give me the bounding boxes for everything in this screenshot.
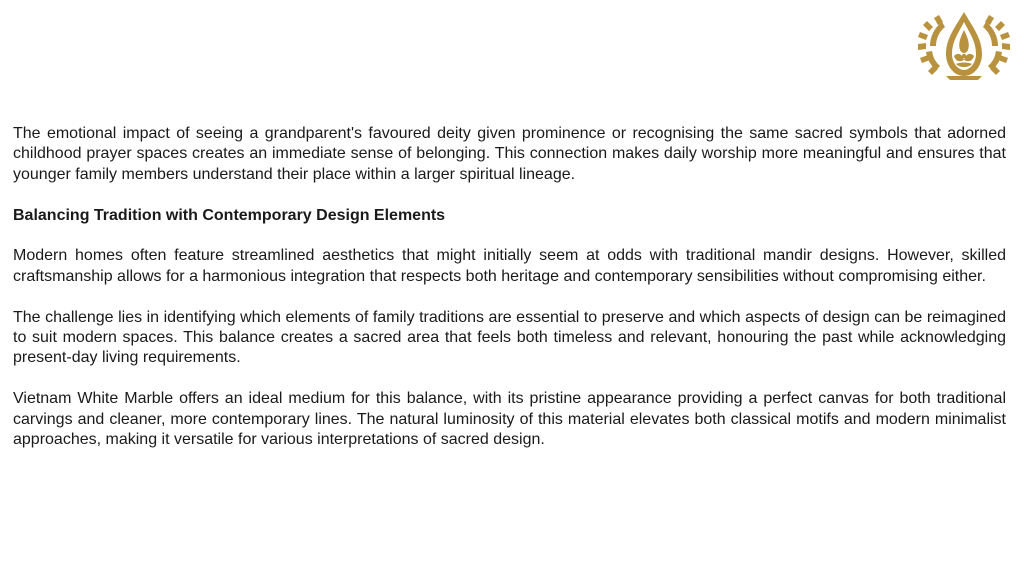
paragraph-belonging: The emotional impact of seeing a grandparent's favoured deity given prominence or recognising the same sacred symbols that adorned childhood prayer spaces creates an immediate sense of belonging. This connection makes daily worship more meaningful and ensures that younger family members understand their place within a larger spiritual lineage. (13, 125, 1006, 183)
paragraph-challenge: The challenge lies in identifying which elements of family traditions are essential to preserve and which aspects of design can be reimagined to suit modern spaces. This balance creates a sacred area that feels both timeless and relevant, honouring the past while acknowledging present-day living requirements. (13, 308, 1006, 367)
section-heading: Balancing Tradition with Contemporary Design Elements (13, 206, 446, 224)
article-body (13, 124, 1006, 471)
paragraph-modern-homes: Modern homes often feature streamlined aesthetics that might initially seem at odds with traditional mandir designs. However, skilled craftsmanship allows for a harmonious integration that respects both heritage and contemporary sensibilities without compromising either. (13, 247, 1006, 285)
ornate-lotus-drop-logo-icon (912, 10, 1016, 82)
paragraph-vietnam-marble: Vietnam White Marble offers an ideal medium for this balance, with its pristine appearance providing a perfect canvas for both traditional carvings and cleaner, more contemporary lines. The natural luminosity of this material elevates both classical motifs and modern minimalist approaches, making it versatile for various interpretations of sacred design. (13, 390, 1006, 449)
